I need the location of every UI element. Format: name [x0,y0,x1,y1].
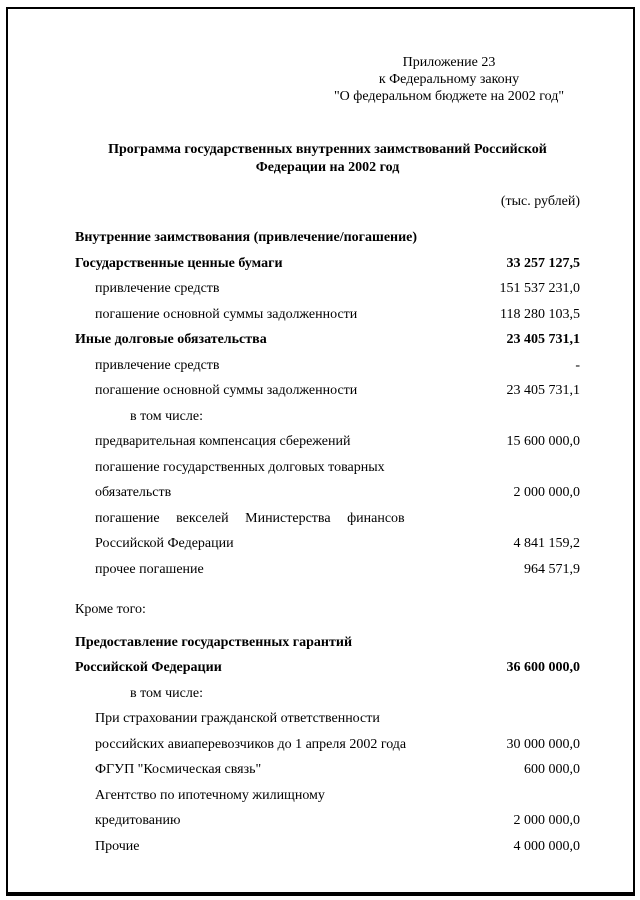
row-value: 33 257 127,5 [506,255,580,271]
table-row [75,531,580,557]
row-label: прочее погашение [95,561,204,577]
row-label: Государственные ценные бумаги [75,255,283,271]
row-label: в том числе: [130,408,203,424]
table-row [75,353,580,379]
table-row [75,732,580,758]
row-label: предварительная компенсация сбережений [95,434,351,449]
table-row [75,378,580,404]
table-row [75,404,580,430]
table-row [75,630,580,656]
table-row [75,506,580,532]
row-value: 4 000 000,0 [513,838,580,854]
row-value: 2 000 000,0 [513,813,580,828]
row-label: погашение основной суммы задолженности [95,383,358,398]
row-value: 23 405 731,1 [506,332,580,347]
interlude-note: Кроме того: [75,602,146,617]
row-label: погашение векселей Министерства финансов [95,510,405,526]
row-value: 964 571,9 [524,561,580,577]
table-row [75,681,580,707]
row-label: Иные долговые обязательства [75,332,267,347]
row-label: ФГУП "Космическая связь" [95,762,262,777]
table-row [75,655,580,681]
annex-line-3: "О федеральном бюджете на 2002 год" [333,89,565,104]
annex-block [320,54,578,105]
row-label: в том числе: [130,685,203,701]
row-value: 23 405 731,1 [506,383,580,398]
row-label: Внутренние заимствования (привлечение/погашение) [75,230,418,245]
table-row [75,251,580,277]
row-label: кредитованию [95,813,181,828]
table-row [75,302,580,328]
row-value: 36 600 000,0 [506,660,580,675]
table-row [75,834,580,860]
row-value: 2 000 000,0 [513,485,580,500]
table-row [75,327,580,353]
row-label: Прочие [95,838,140,854]
row-label: Российской Федерации [75,660,222,675]
table-row [75,757,580,783]
table-row [75,480,580,506]
row-value: 151 537 231,0 [499,281,580,296]
table-row [75,783,580,809]
row-label: привлечение средств [95,281,220,296]
row-value: 4 841 159,2 [513,536,580,551]
annex-line-2: к Федеральному закону [378,72,520,87]
document-title: Программа государственных внутренних заимствований Российской Федерации на 2002 год [108,142,547,175]
row-label: При страховании гражданской ответственности [95,711,380,726]
table-row [75,706,580,732]
row-label: российских авиаперевозчиков до 1 апреля 2002 года [95,736,407,752]
row-value: 118 280 103,5 [500,306,580,322]
row-label: Российской Федерации [95,536,234,551]
row-value: 30 000 000,0 [506,736,580,752]
table-row [75,225,580,251]
table-row [75,276,580,302]
row-value: 15 600 000,0 [506,434,580,449]
units-note: (тыс. рублей) [500,194,580,209]
table-row [75,455,580,481]
row-value: - [575,357,580,373]
guarantees-table [75,630,580,860]
row-label: погашение государственных долговых товарных [95,459,385,475]
annex-line-1: Приложение 23 [402,55,496,70]
row-label: Агентство по ипотечному жилищному [95,787,325,803]
table-row [75,808,580,834]
row-label: погашение основной суммы задолженности [95,306,358,322]
table-row [75,429,580,455]
table-row [75,557,580,583]
row-label: Предоставление государственных гарантий [75,634,353,650]
borrowings-table [75,225,580,582]
row-label: обязательств [95,485,172,500]
row-label: привлечение средств [95,357,220,373]
row-value: 600 000,0 [524,762,580,777]
